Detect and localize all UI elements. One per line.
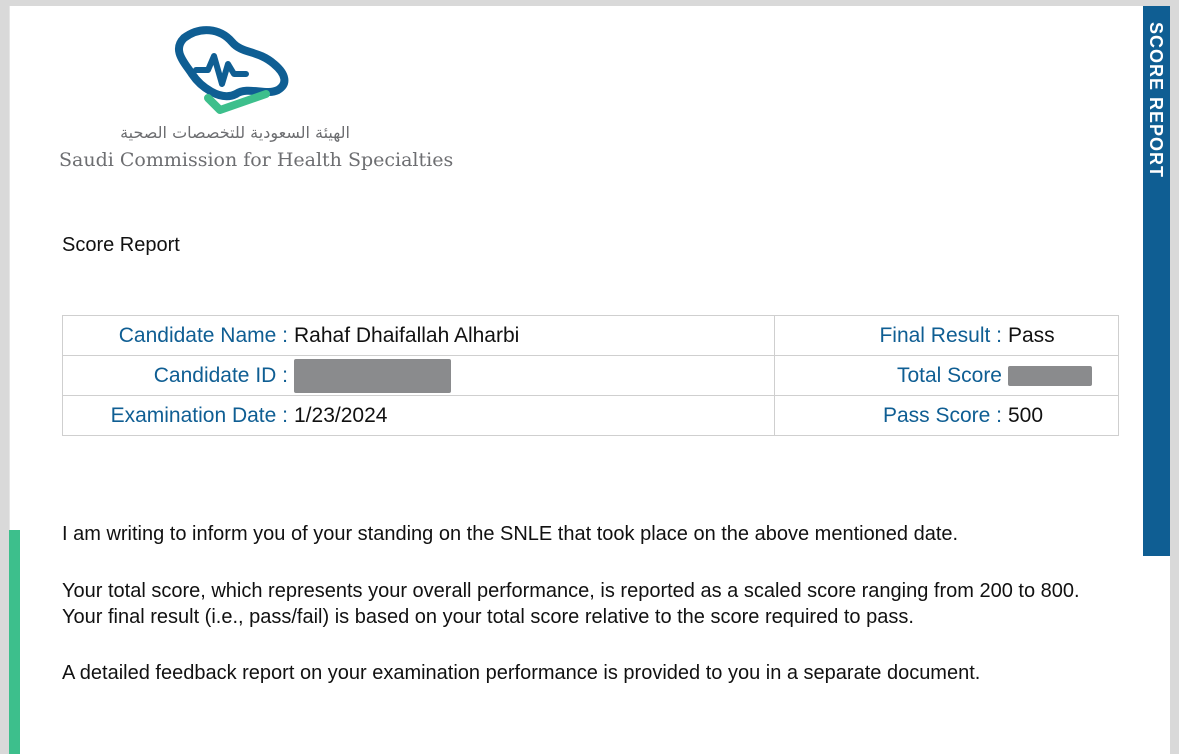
- table-row: [63, 356, 1119, 396]
- candidate-id-label: Candidate ID :: [153, 363, 288, 387]
- exam-date-value: 1/23/2024: [294, 403, 388, 427]
- org-name-arabic: الهيئة السعودية للتخصصات الصحية: [120, 123, 350, 142]
- total-score-label: Total Score: [896, 363, 1002, 387]
- paragraph-score-explanation: Your total score, which represents your overall performance, is reported as a scaled score ranging from 200 to 800. Your final result (i.e., pass/fail) is based on your total score relative to the score required to pass.: [62, 580, 1080, 628]
- org-name-english: Saudi Commission for Health Specialties: [59, 149, 454, 171]
- scfhs-logo-icon: [170, 20, 295, 120]
- total-score-redacted: [1008, 366, 1092, 386]
- final-result-value: Pass: [1008, 323, 1055, 347]
- candidate-id-redacted: [294, 359, 451, 393]
- page-title: Score Report: [62, 234, 180, 256]
- pass-score-label: Pass Score :: [882, 403, 1002, 427]
- candidate-info-table: [62, 315, 1119, 436]
- accent-stripe: [9, 530, 20, 754]
- pass-score-value: 500: [1008, 403, 1044, 427]
- final-result-label: Final Result :: [879, 323, 1002, 347]
- table-row: [63, 396, 1119, 436]
- side-band-label: SCORE REPORT: [1146, 22, 1166, 179]
- exam-date-label: Examination Date :: [110, 403, 288, 427]
- paragraph-feedback: A detailed feedback report on your examination performance is provided to you in a separate document.: [62, 662, 981, 684]
- candidate-name-label: Candidate Name :: [118, 323, 288, 347]
- candidate-name-value: Rahaf Dhaifallah Alharbi: [294, 323, 520, 347]
- table-row: [63, 316, 1119, 356]
- paragraph-intro: I am writing to inform you of your standing on the SNLE that took place on the above mentioned date.: [62, 523, 959, 545]
